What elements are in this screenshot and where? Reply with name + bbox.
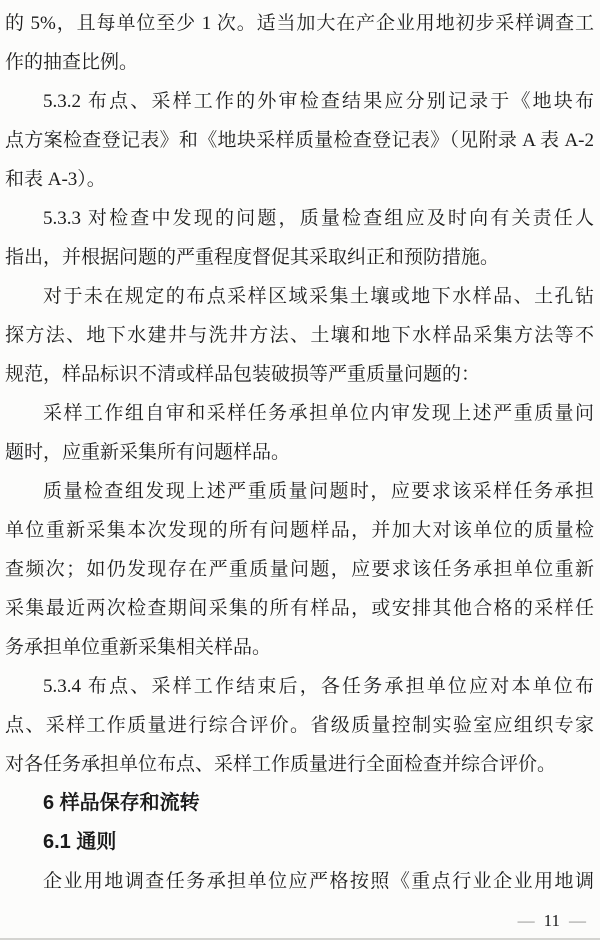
text-line: 探方法、地下水建井与洗井方法、土壤和地下水样品采集方法等不: [5, 325, 594, 346]
text-line: 查频次；如仍发现存在严重质量问题，应要求该任务承担单位重新: [5, 559, 594, 580]
text-line: 5.3.4 布点、采样工作结束后，各任务承担单位应对本单位布: [43, 676, 594, 697]
text-line: 作的抽查比例。: [5, 52, 139, 73]
text-line: 单位重新采集本次发现的所有问题样品，并加大对该单位的质量检: [5, 520, 594, 541]
text-line: 对各任务承担单位布点、采样工作质量进行全面检查并综合评价。: [5, 754, 557, 775]
section-heading: 6.1 通则: [43, 831, 117, 853]
section-heading: 6 样品保存和流转: [43, 792, 200, 814]
footer-dash-left: —: [517, 911, 535, 930]
text-line: 点方案检查登记表》和《地块采样质量检查登记表》（见附录 A 表 A-2: [5, 130, 594, 151]
text-line: 务承担单位重新采集相关样品。: [5, 637, 272, 658]
text-line: 的 5%，且每单位至少 1 次。适当加大在产企业用地初步采样调查工: [5, 13, 594, 34]
text-line: 和表 A-3）。: [5, 169, 106, 190]
text-line: 点、采样工作质量进行综合评价。省级质量控制实验室应组织专家: [5, 715, 594, 736]
text-line: 质量检查组发现上述严重质量问题时，应要求该采样任务承担: [43, 481, 594, 502]
page-number: 11: [543, 911, 560, 930]
text-line: 指出，并根据问题的严重程度督促其采取纠正和预防措施。: [5, 247, 500, 268]
text-line: 对于未在规定的布点采样区域采集土壤或地下水样品、土孔钻: [43, 286, 594, 307]
text-line: 企业用地调查任务承担单位应严格按照《重点行业企业用地调: [43, 871, 594, 892]
footer-dash-right: —: [569, 911, 586, 930]
text-line: 5.3.2 布点、采样工作的外审检查结果应分别记录于《地块布: [43, 91, 594, 112]
text-line: 规范，样品标识不清或样品包装破损等严重质量问题的：: [5, 364, 481, 385]
text-line: 采集最近两次检查期间采集的所有样品，或安排其他合格的采样任: [5, 598, 594, 619]
text-line: 5.3.3 对检查中发现的问题，质量检查组应及时向有关责任人: [43, 208, 594, 229]
page-footer: [518, 911, 586, 931]
text-line: 采样工作组自审和采样任务承担单位内审发现上述严重质量问: [43, 403, 594, 424]
text-line: 题时，应重新采集所有问题样品。: [5, 442, 291, 463]
